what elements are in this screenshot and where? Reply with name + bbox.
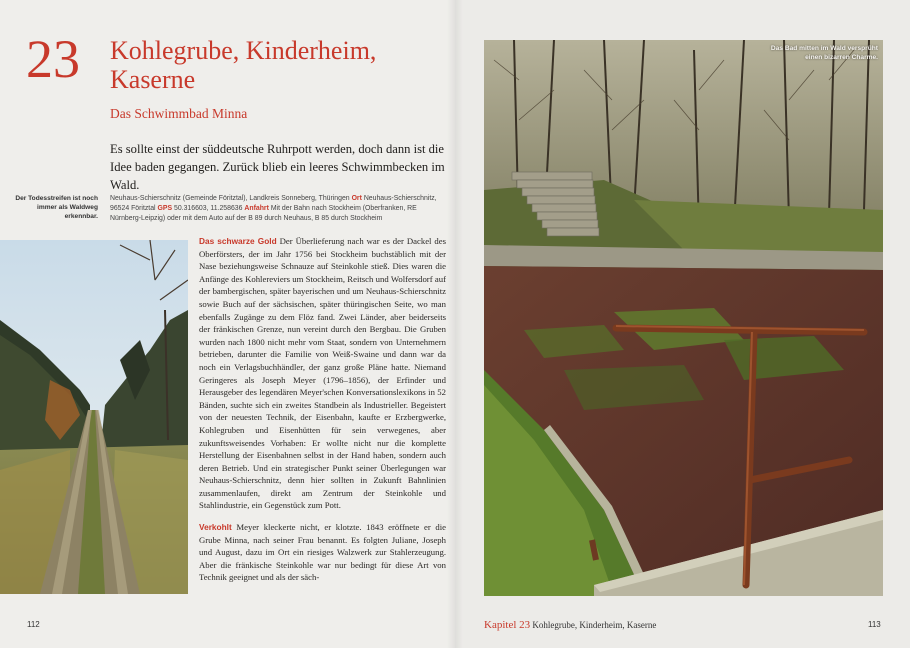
chapter-number: 23 [26,29,80,89]
info-gps: 50.316603, 11.258636 [174,204,243,212]
paragraph-1-label: Das schwarze Gold [199,236,277,246]
info-address: Neuhaus-Schierschnitz (Gemeinde Föritztal), Landkreis Sonneberg, Thüringen [110,195,350,202]
running-footer [484,619,656,631]
info-block [110,194,445,223]
body-paragraph-2 [199,521,446,584]
page-number-left: 112 [27,620,40,629]
chapter-title-line2: Kaserne [110,65,196,94]
abandoned-pool-photo [484,40,883,596]
book-gutter [447,0,463,648]
info-anfahrt: Mit der Bahn nach Stockheim (Oberfranken, RE Nürnberg-Leipzig) oder mit dem Auto auf der B 89 durch Neuhaus, B 85 durch Stockheim [110,204,417,222]
forest-path-photo [0,240,188,594]
info-ort-label: Ort [351,195,362,202]
photo-caption-right: Das Bad mitten im Wald versprüht einen bizarren Charme. [770,45,878,61]
chapter-title-line1: Kohlegrube, Kinderheim, [110,36,377,65]
footer-chapter-label: Kapitel 23 [484,619,531,631]
info-gps-label: GPS [157,204,173,212]
info-anfahrt-label: Anfahrt [244,204,269,212]
chapter-title [110,36,440,94]
footer-chapter-title: Kohlegrube, Kinderheim, Kaserne [532,620,657,630]
paragraph-1-text: Der Überlieferung nach war es der Dackel des Oberförsters, der im Jahr 1756 bei Stockheim buchstäblich mit der Nase beziehungsweise Schnauze auf Steinkohle stieß. Dies waren die Anfänge des Kohlereviers um Stockheim, Reitsch und Wolfersdorf auf der bambergischen, später bayerischen und um Neuhaus-Schierschnitz sowie Buch auf der sächsischen, später thüringischen Seite, wo man ebenfalls Zugänge zu dem Flöz fand. Zwei Länder, aber beiderseits der fränkischen Grenze, nun vereint durch den Bergbau. Die Gruben wurden nach 1800 nicht mehr vom Staat, sondern von Unternehmern betrieben, darunter die Familie von Weiß-Swaine und dann war da noch ein Verlagsbuchhändler, der ganz große Pläne hatte. Niemand Geringeres als Joseph Meyer (1796–1856), der Erfinder und Herausgeber des legendären Meyer'schen Konversationslexikons in 52 Bänden, suchte sich ein zweites Standbein als Industrieller. Begeistert von der neuesten Technik, der Eisenbahn, kaufte er Erzbergwerke, Kohlegruben und Eisenhütten für sein verwegenes, aber zukunftsweisendes Vorhaben: Er wollte nicht nur die komplette Herstellung der Eisenbahnen selbst in der Hand haben, sondern auch deren Betrieb. Und ein strategischer Punkt seiner Überlegungen war Neuhaus-Schierschnitz, denn hier sollten in Zukunft Bahnlinien zusammenlaufen, direkt am Zentrum der Steinkohle und Stahlindustrie, ein Gegenstück zum Pott. [199,236,446,511]
paragraph-2-text: Meyer kleckerte nicht, er klotzte. 1843 eröffnete er die Grube Minna, nach seiner Frau benannt. Es folgten Juliane, Joseph und August, dazu im Ort ein riesiges Walzwerk zur Stahlerzeugung. Aber die fränkische Steinkohle war nur bedingt für diese Art von Technik geeignet und als der säch- [199,522,446,583]
intro-text: Es sollte einst der süddeutsche Ruhrpott werden, doch dann ist die Idee baden gegangen. Zurück blieb ein leeres Schwimmbecken im Wald. [110,142,445,192]
page-number-right: 113 [868,620,881,629]
info-ort: Neuhaus-Schierschnitz, 96524 Föritztal [110,195,437,212]
photo-caption-left: Der Todesstreifen ist noch immer als Waldweg erkennbar. [15,195,98,220]
body-text [199,235,446,593]
paragraph-2-label: Verkohlt [199,522,232,533]
chapter-subtitle: Das Schwimmbad Minna [110,106,248,121]
body-paragraph-1 [199,235,446,512]
